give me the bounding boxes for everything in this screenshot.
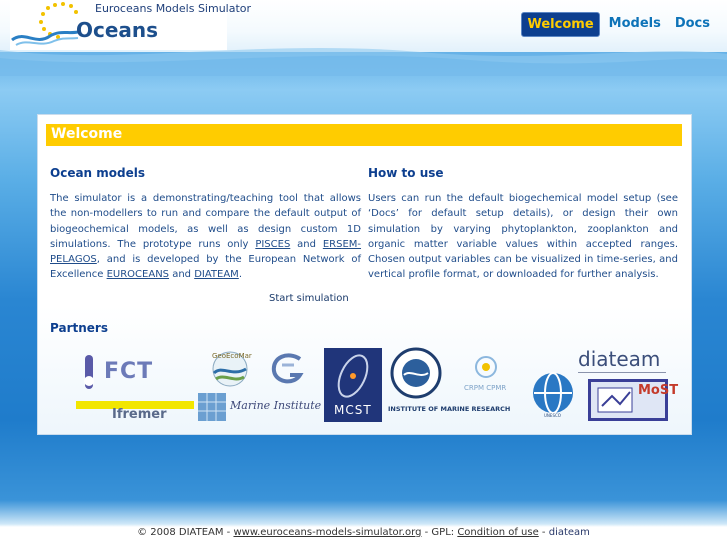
partner-logo-g[interactable] — [268, 351, 308, 387]
footer-copyright: © 2008 DIATEAM - — [137, 527, 234, 538]
crpm-icon — [458, 353, 514, 383]
swirl-logo-icon — [268, 351, 308, 387]
ersem-pelagos-link[interactable]: ERSEM-PELAGOS — [50, 238, 362, 266]
footer-site-link[interactable]: www.euroceans-models-simulator.org — [233, 527, 422, 538]
mcst-emblem-icon — [324, 348, 382, 402]
ocean-models-text-a: The simulator is a demonstrating/teaching tool that allows the non-modellers to run and compare the default output of biogeochemical models, as well as design custom 1D simulations. The prototype runs only — [50, 193, 361, 250]
marine-institute-label: Marine Institute — [230, 399, 322, 412]
start-simulation-link[interactable]: Start simulation — [269, 293, 349, 304]
wave-logo-icon — [10, 26, 80, 48]
welcome-panel — [37, 114, 692, 435]
diateam-underline — [578, 372, 666, 373]
footer-brand: diateam — [548, 527, 590, 538]
app-title: Euroceans Models Simulator — [95, 2, 252, 15]
most-label: MoST — [638, 383, 679, 398]
partner-logo-crpm[interactable] — [458, 353, 514, 397]
footer-sep: - — [538, 527, 549, 538]
fct-mark-icon — [82, 355, 96, 389]
nav-docs[interactable]: Docs — [674, 16, 710, 31]
ocean-models-text-b: and — [290, 238, 323, 250]
unesco-label: UNESCO — [544, 413, 561, 418]
diateam-link[interactable]: DIATEAM — [194, 269, 239, 281]
fct-label: FCT — [104, 359, 154, 384]
partner-logo-unesco[interactable] — [530, 371, 576, 421]
partner-logo-geoecomar[interactable] — [206, 349, 254, 387]
unesco-globe-icon — [530, 371, 576, 417]
partner-logo-ifremer[interactable] — [76, 401, 194, 423]
imr-seal-icon — [388, 347, 444, 399]
partner-logo-marine-institute[interactable] — [198, 393, 322, 421]
how-to-use-text: Users can run the default biogechemical model setup (see ‘Docs’ for default setup details), or design their own simulation by varying phytoplankton, zooplankton and organic matter variable values within accepted ranges. Chosen output variables can be visualized in time-series, and vertical profile format, or downloaded for further analysis. — [368, 193, 678, 281]
geoecomar-label: GeoEcoMar — [212, 352, 252, 360]
site-logo[interactable] — [10, 0, 252, 50]
nav-models[interactable]: Models — [608, 16, 661, 31]
partner-logo-fct[interactable] — [82, 355, 198, 389]
partner-logo-diateam[interactable] — [574, 347, 670, 375]
ocean-models-text-d: and — [169, 269, 195, 281]
ifremer-label: Ifremer — [112, 407, 167, 422]
nav-welcome[interactable]: Welcome — [521, 12, 599, 37]
most-chart-icon — [596, 386, 636, 416]
partner-logo-imr-seal[interactable] — [388, 347, 444, 399]
mcst-label: MCST — [334, 403, 372, 417]
imr-label: INSTITUTE OF MARINE RESEARCH — [388, 405, 511, 413]
partner-logo-mcst[interactable] — [324, 348, 382, 422]
diateam-logo-label: diateam — [578, 347, 661, 371]
partner-logo-most[interactable] — [588, 379, 679, 421]
partner-logo-imr[interactable] — [388, 403, 528, 419]
ocean-models-text — [50, 191, 361, 283]
footer — [0, 527, 727, 538]
logo-wordmark: Oceans — [76, 18, 159, 42]
partners-heading: Partners — [50, 321, 108, 335]
footer-condition-link[interactable]: Condition of use — [457, 527, 539, 538]
crpm-label: CRPM CPMR — [464, 384, 507, 392]
ocean-models-text-c: , and is developed by the European Network of Excellence — [50, 254, 361, 281]
how-to-use-heading: How to use — [368, 166, 444, 180]
euroceans-link[interactable]: EUROCEANS — [106, 269, 170, 281]
pisces-link[interactable]: PISCES — [255, 238, 291, 250]
marine-institute-grid-icon — [198, 393, 226, 421]
ocean-models-text-e: . — [238, 269, 242, 281]
ocean-models-heading: Ocean models — [50, 166, 146, 180]
panel-title-bar — [46, 124, 682, 146]
main-nav — [521, 12, 715, 37]
panel-title: Welcome — [51, 126, 123, 142]
footer-gpl: - GPL: — [421, 527, 458, 538]
